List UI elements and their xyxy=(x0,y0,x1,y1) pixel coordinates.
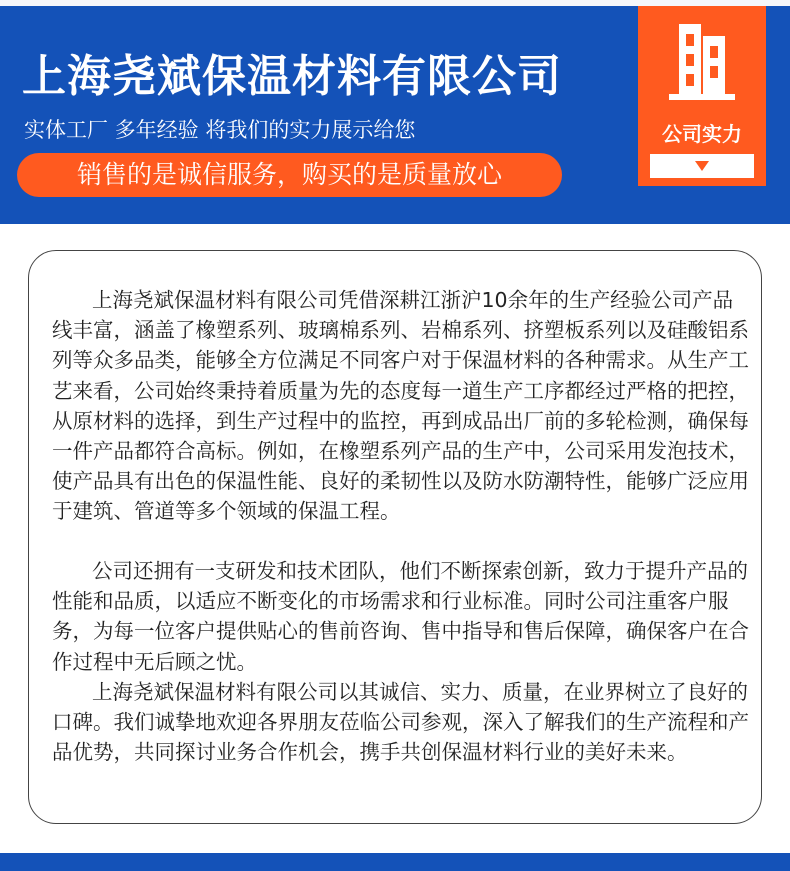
slogan-pill: 销售的是诚信服务，购买的是质量放心 xyxy=(17,153,562,197)
header-subtitle: 实体工厂 多年经验 将我们的实力展示给您 xyxy=(24,118,416,142)
company-strength-badge[interactable] xyxy=(638,6,766,186)
badge-label: 公司实力 xyxy=(662,122,742,146)
footer-bar xyxy=(0,853,790,871)
down-arrow-icon xyxy=(695,161,709,171)
rd-paragraph xyxy=(52,556,750,677)
closing-paragraph-text: 上海尧斌保温材料有限公司以其诚信、实力、质量，在业界树立了良好的口碑。我们诚挚地欢迎各界朋友莅临公司参观，深入了解我们的生产流程和产品优势，共同探讨业务合作机会，携手共创保温材料行业的美好未来。 xyxy=(52,680,749,765)
intro-paragraph xyxy=(52,285,750,527)
intro-paragraph-text: 上海尧斌保温材料有限公司凭借深耕江浙沪10余年的生产经验公司产品线丰富，涵盖了橡塑系列、玻璃棉系列、岩棉系列、挤塑板系列以及硅酸铝系列等众多品类，能够全方位满足不同客户对于保温材料的各种需求。从生产工艺来看，公司始终秉持着质量为先的态度每一道生产工序都经过严格的把控，从原材料的选择，到生产过程中的监控，再到成品出厂前的多轮检测，确保每一件产品都符合高标。例如，在橡塑系列产品的生产中，公司采用发泡技术，使产品具有出色的保温性能、良好的柔韧性以及防水防潮特性，能够广泛应用于建筑、管道等多个领域的保温工程。 xyxy=(52,288,749,524)
closing-paragraph xyxy=(52,677,750,768)
rd-paragraph-text: 公司还拥有一支研发和技术团队，他们不断探索创新，致力于提升产品的性能和品质，以适应不断变化的市场需求和行业标准。同时公司注重客户服务，为每一位客户提供贴心的售前咨询、售中指导和售后保障，确保客户在合作过程中无后顾之忧。 xyxy=(52,559,749,674)
badge-arrow-button[interactable] xyxy=(650,154,754,178)
building-icon xyxy=(665,18,739,102)
company-title: 上海尧斌保温材料有限公司 xyxy=(22,51,562,102)
